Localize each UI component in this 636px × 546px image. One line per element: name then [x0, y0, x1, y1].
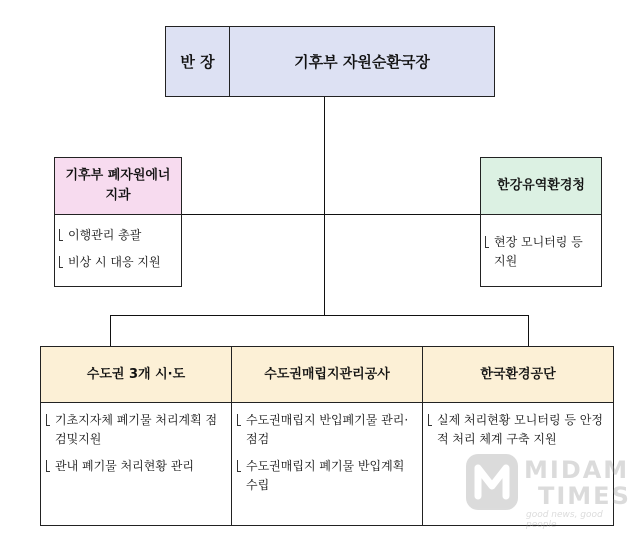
list-item: 수도권매립지 반입폐기물 관리·점검 — [237, 411, 413, 449]
top-title: 기후부 자원순환국장 — [294, 52, 430, 71]
bottom-list-2 — [237, 411, 413, 495]
connector-horizontal-bottom — [110, 315, 529, 316]
left-dept-box — [54, 157, 182, 287]
connector-horizontal-middle — [182, 214, 480, 215]
right-dept-box — [480, 157, 602, 287]
list-item: 수도권매립지 폐기물 반입계획 수립 — [237, 457, 413, 495]
bottom-title-1: 수도권 3개 시·도 — [41, 347, 231, 403]
watermark-line2: TIMES — [538, 482, 631, 510]
right-dept-list — [485, 233, 591, 271]
connector-drop-left — [110, 315, 111, 346]
list-item: 기초지자체 폐기물 처리계획 점검및지원 — [46, 411, 226, 449]
bottom-title-3: 한국환경공단 — [423, 347, 613, 403]
bottom-list-1 — [46, 411, 226, 476]
top-box — [165, 26, 495, 97]
left-dept-title: 기후부 폐자원에너지과 — [55, 158, 181, 215]
list-item: 이행관리 총괄 — [59, 226, 179, 245]
list-item: 관내 폐기물 처리현황 관리 — [46, 457, 226, 476]
midam-logo-icon — [466, 454, 518, 510]
watermark — [466, 452, 631, 530]
list-item: 비상 시 대응 지원 — [59, 253, 179, 272]
left-dept-list — [59, 226, 179, 272]
list-item: 현장 모니터링 등 지원 — [485, 233, 591, 271]
bottom-list-3 — [428, 411, 608, 449]
list-item: 실제 처리현황 모니터링 등 안정적 처리 체계 구축 지원 — [428, 411, 608, 449]
bottom-box-1 — [40, 346, 232, 526]
bottom-box-2 — [231, 346, 423, 526]
watermark-line1: MIDAM — [524, 456, 630, 484]
bottom-title-2: 수도권매립지관리공사 — [232, 347, 422, 403]
connector-drop-right — [528, 315, 529, 346]
connector-vertical-main — [324, 97, 325, 315]
watermark-tagline: good news, good people — [526, 510, 603, 530]
top-role: 반 장 — [166, 27, 230, 96]
right-dept-title: 한강유역환경청 — [481, 158, 601, 215]
